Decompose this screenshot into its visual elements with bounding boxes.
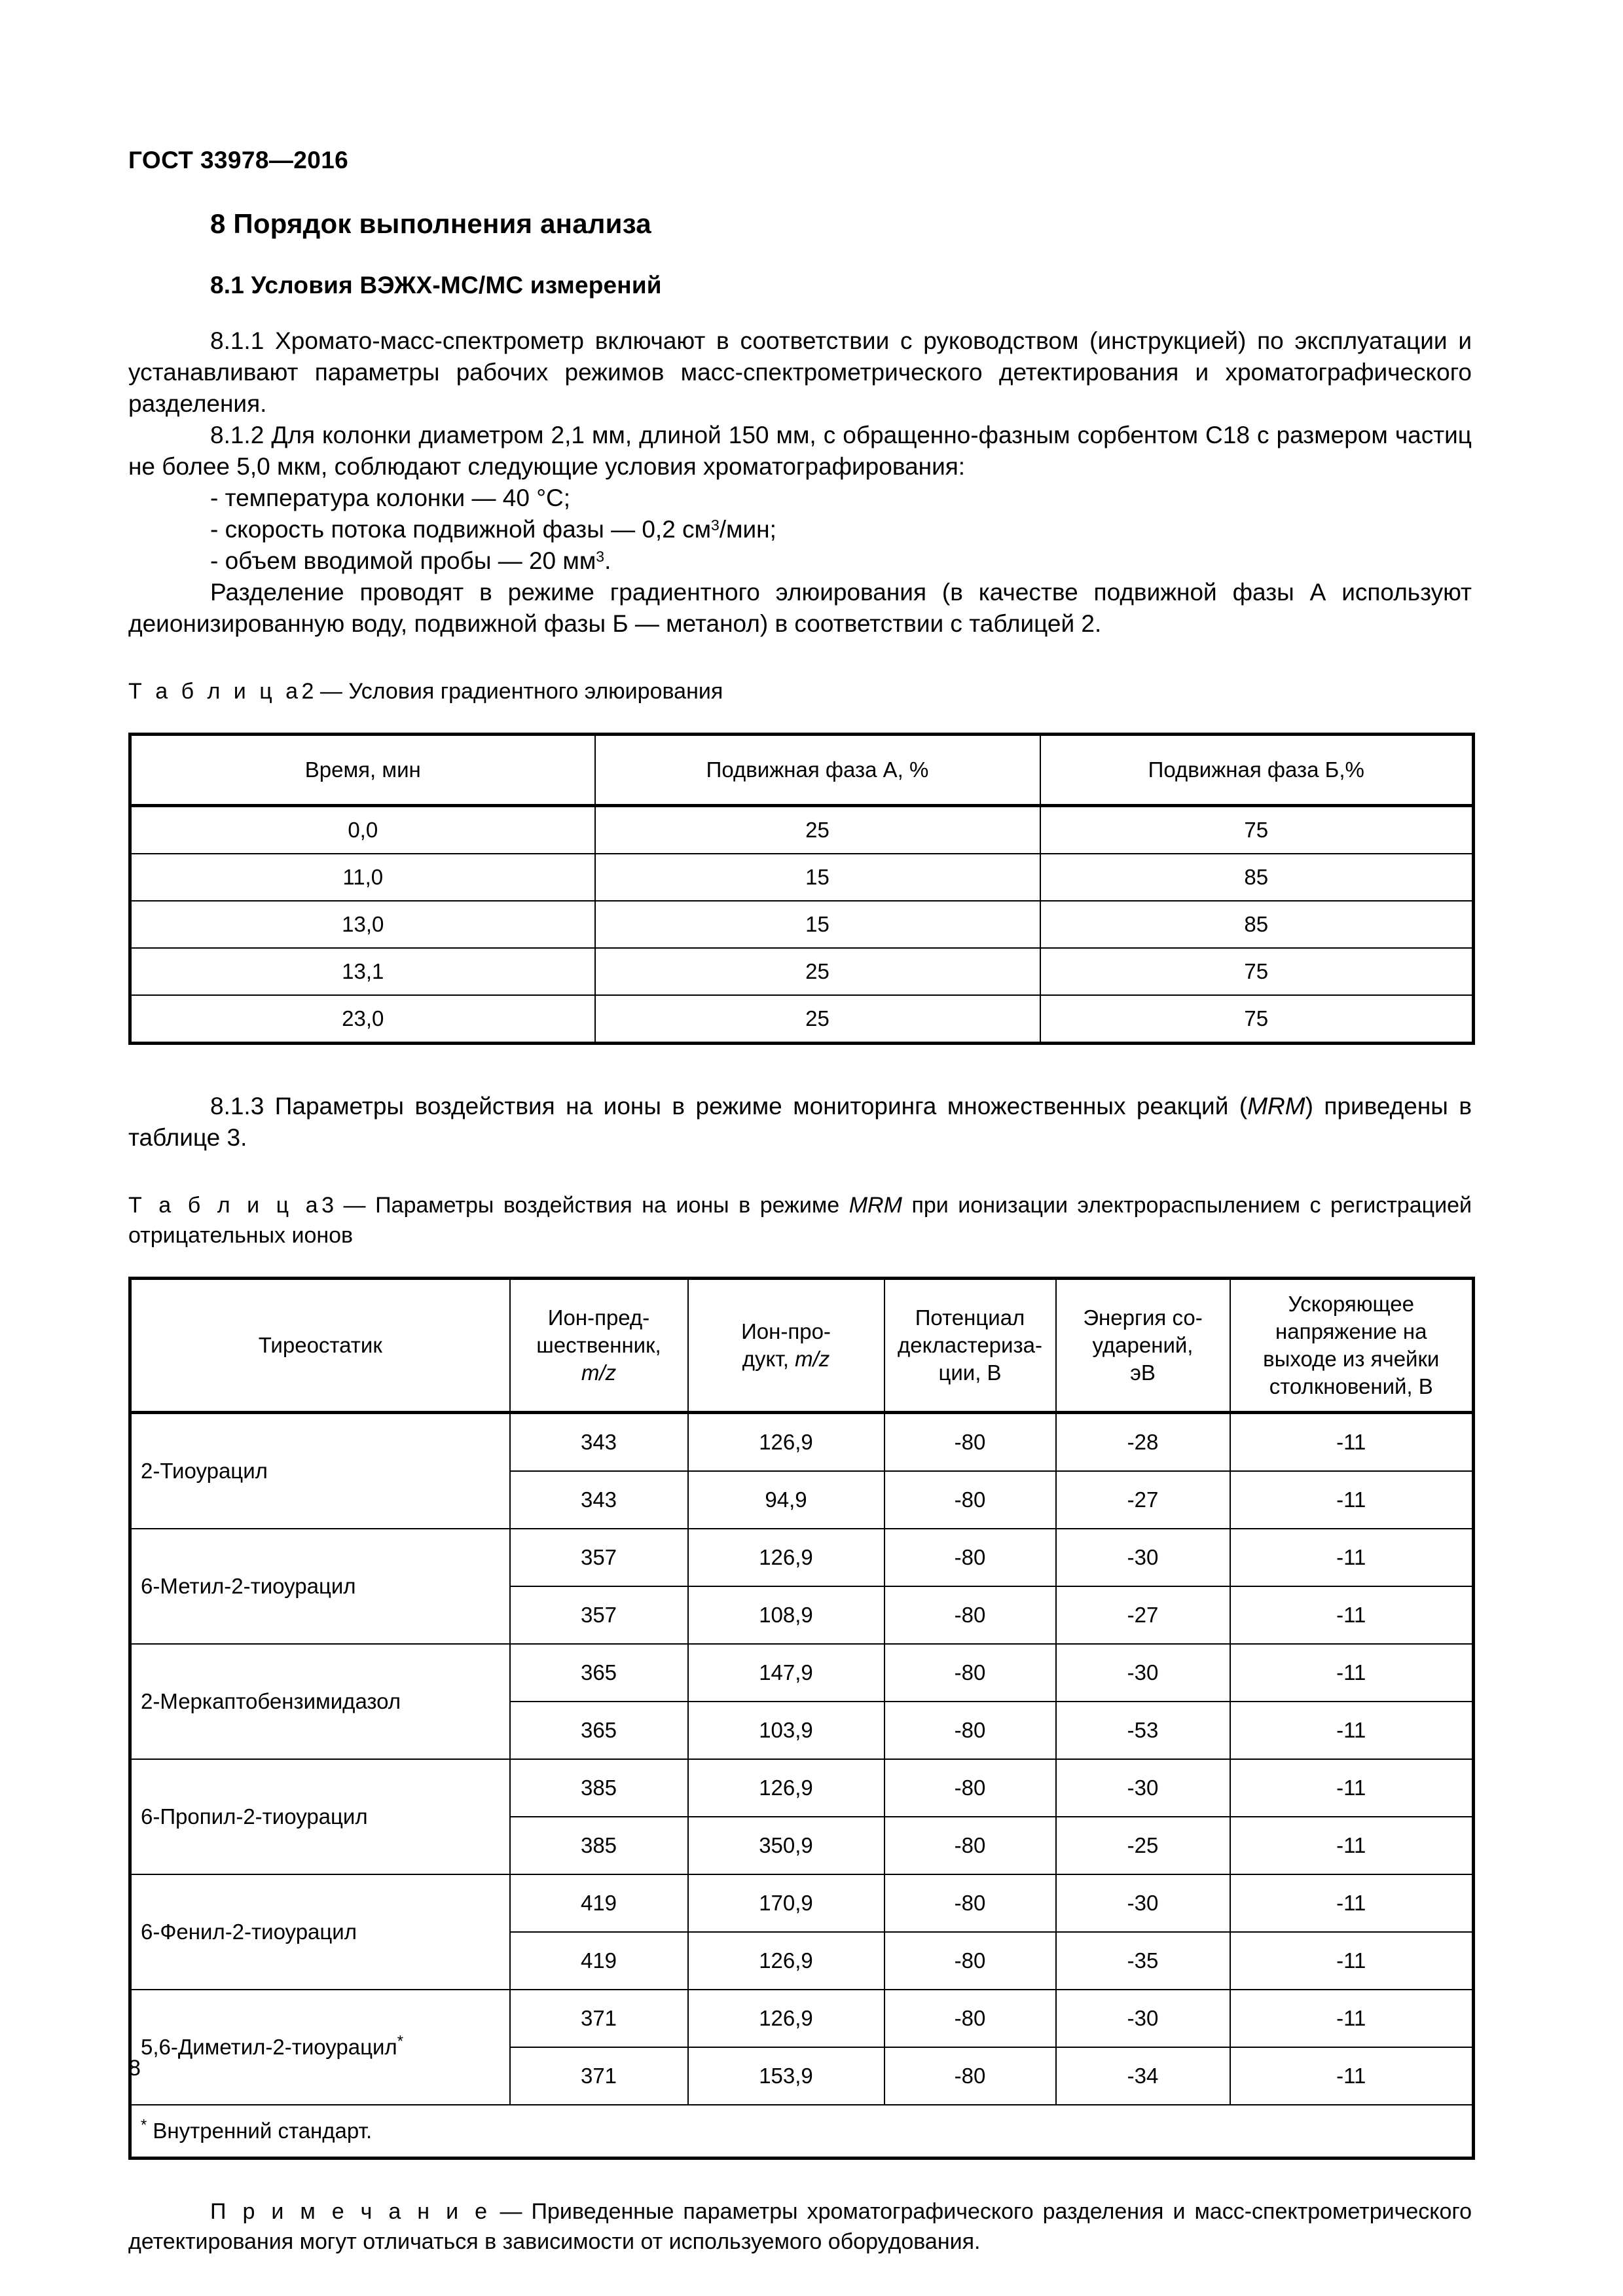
table-row <box>130 1529 1474 1586</box>
cell-phase-b: 75 <box>1040 806 1474 854</box>
column-header-declustering-potential <box>884 1279 1056 1413</box>
superscript-cubic: 3 <box>596 548 605 565</box>
spacer <box>128 1045 1472 1091</box>
cell-product: 126,9 <box>688 1759 884 1817</box>
cell-phase-b: 85 <box>1040 854 1474 901</box>
header-line: Потенциал <box>915 1305 1025 1330</box>
column-header-phase-b: Подвижная фаза Б,% <box>1040 735 1474 806</box>
cell-declustering: -80 <box>884 2047 1056 2105</box>
spacer <box>128 1250 1472 1277</box>
chromatography-conditions-list <box>128 483 1472 577</box>
cell-time: 23,0 <box>130 995 595 1044</box>
header-line: шественник, <box>536 1333 661 1357</box>
cell-analyte-label: 5,6-Диметил-2-тиоурацил <box>141 2035 397 2059</box>
table-2-caption <box>128 676 1472 706</box>
cell-exit: -11 <box>1230 1529 1474 1586</box>
header-line: напряжение на <box>1275 1319 1427 1343</box>
paragraph-8-1-2 <box>128 420 1472 483</box>
paragraph-gradient-elution-text: Разделение проводят в режиме градиентного элюирования (в качестве подвижной фазы А используют деионизированную воду, подвижной фазы Б — метанол) в соответствии с таблицей 2. <box>128 579 1472 637</box>
table-3-caption-text-after: при ионизации электрораспылением с регистрацией отрицательных ионов <box>128 1193 1472 1248</box>
table-2-caption-dash: — <box>314 679 349 704</box>
cell-time: 0,0 <box>130 806 595 854</box>
table-row <box>130 1759 1474 1817</box>
footnote-marker: * <box>141 2116 147 2134</box>
paragraph-8-1-1 <box>128 325 1472 420</box>
paragraph-8-1-3-text-before: 8.1.3 Параметры воздействия на ионы в режиме мониторинга множественных реакций ( <box>210 1093 1248 1120</box>
header-line: Энергия со- <box>1083 1305 1203 1330</box>
cell-collision: -30 <box>1056 1759 1230 1817</box>
cell-precursor: 385 <box>510 1759 688 1817</box>
table-footnote <box>130 2105 1474 2159</box>
cell-exit: -11 <box>1230 1586 1474 1644</box>
header-line: Тиреостатик <box>258 1333 382 1357</box>
column-header-collision-energy <box>1056 1279 1230 1413</box>
page-number: 8 <box>128 2056 141 2081</box>
cell-declustering: -80 <box>884 1990 1056 2047</box>
cell-analyte: 6-Пропил-2-тиоурацил <box>130 1759 510 1874</box>
table-row <box>130 854 1474 901</box>
cell-product: 94,9 <box>688 1471 884 1529</box>
cell-product: 126,9 <box>688 1529 884 1586</box>
table-gradient-elution-conditions <box>128 733 1475 1045</box>
cell-precursor: 385 <box>510 1817 688 1874</box>
cell-exit: -11 <box>1230 1759 1474 1817</box>
cell-product: 147,9 <box>688 1644 884 1702</box>
cell-precursor: 365 <box>510 1644 688 1702</box>
column-header-cell-exit-potential <box>1230 1279 1474 1413</box>
paragraph-8-1-1-text: 8.1.1 Хромато-масс-спектрометр включают в соответствии с руководством (инструкцией) по эксплуатации и устанавливают параметры рабочих режимов масс-спектрометрического детектирования и хроматографического разделения. <box>128 327 1472 417</box>
list-item <box>128 545 1472 577</box>
cell-phase-b: 75 <box>1040 948 1474 995</box>
cell-phase-b: 75 <box>1040 995 1474 1044</box>
table-row <box>130 1874 1474 1932</box>
table-3-caption-number: 3 <box>321 1193 335 1218</box>
cell-product: 350,9 <box>688 1817 884 1874</box>
list-item <box>128 483 1472 514</box>
header-line-mz: m/z <box>581 1360 617 1385</box>
spacer <box>128 640 1472 676</box>
cell-phase-a: 15 <box>595 854 1040 901</box>
spacer <box>128 706 1472 733</box>
condition-flowrate: - скорость потока подвижной фазы — 0,2 см <box>210 516 712 543</box>
table-2-head <box>130 735 1474 806</box>
subsection-title: 8.1 Условия ВЭЖХ-МС/МС измерений <box>210 272 662 299</box>
table-row <box>130 1644 1474 1702</box>
note-label: П р и м е ч а н и е <box>210 2199 491 2224</box>
column-header-thyreostat <box>130 1279 510 1413</box>
note-dash: — <box>490 2199 532 2224</box>
table-row <box>130 995 1474 1044</box>
cell-precursor: 419 <box>510 1874 688 1932</box>
cell-collision: -27 <box>1056 1586 1230 1644</box>
cell-declustering: -80 <box>884 1702 1056 1759</box>
paragraph-8-1-3-text-after: ) приведены в таблице 3. <box>128 1093 1472 1151</box>
table-row <box>130 806 1474 854</box>
cell-collision: -28 <box>1056 1413 1230 1472</box>
cell-time: 13,1 <box>130 948 595 995</box>
spacer <box>128 1154 1472 1190</box>
mrm-abbreviation: MRM <box>1247 1093 1305 1120</box>
cell-analyte: 6-Метил-2-тиоурацил <box>130 1529 510 1644</box>
cell-declustering: -80 <box>884 1932 1056 1990</box>
cell-analyte: 6-Фенил-2-тиоурацил <box>130 1874 510 1990</box>
cell-time: 13,0 <box>130 901 595 948</box>
table-row <box>130 948 1474 995</box>
column-header-product-ion <box>688 1279 884 1413</box>
cell-collision: -53 <box>1056 1702 1230 1759</box>
cell-exit: -11 <box>1230 1471 1474 1529</box>
table-3-caption-text-before: Параметры воздействия на ионы в режиме <box>375 1193 849 1218</box>
cell-declustering: -80 <box>884 1413 1056 1472</box>
cell-product: 153,9 <box>688 2047 884 2105</box>
cell-declustering: -80 <box>884 1817 1056 1874</box>
header-line: ударений, <box>1092 1333 1194 1357</box>
note-text: Приведенные параметры хроматографического разделения и масс-спектрометрического детектирования могут отличаться в зависимости от используемого оборудования. <box>128 2199 1472 2254</box>
table-mrm-ion-parameters <box>128 1277 1475 2160</box>
column-header-precursor-ion <box>510 1279 688 1413</box>
cell-product: 126,9 <box>688 1990 884 2047</box>
cell-precursor: 357 <box>510 1529 688 1586</box>
condition-injection-volume: - объем вводимой пробы — 20 мм <box>210 547 596 574</box>
condition-injection-volume-tail: . <box>604 547 611 574</box>
cell-collision: -30 <box>1056 1529 1230 1586</box>
cell-collision: -27 <box>1056 1471 1230 1529</box>
header-line: дукт, m/z <box>742 1347 830 1371</box>
cell-precursor: 343 <box>510 1471 688 1529</box>
cell-phase-a: 25 <box>595 948 1040 995</box>
header-line: выходе из ячейки <box>1263 1347 1440 1371</box>
paragraph-8-1-2-text: 8.1.2 Для колонки диаметром 2,1 мм, длиной 150 мм, с обращенно-фазным сорбентом С18 с размером частиц не более 5,0 мкм, соблюдают следующие условия хроматографирования: <box>128 422 1472 480</box>
superscript-cubic: 3 <box>711 517 720 534</box>
cell-collision: -25 <box>1056 1817 1230 1874</box>
cell-collision: -30 <box>1056 1644 1230 1702</box>
cell-precursor: 371 <box>510 1990 688 2047</box>
table-row <box>130 901 1474 948</box>
cell-exit: -11 <box>1230 1874 1474 1932</box>
spacer <box>128 2160 1472 2196</box>
cell-collision: -34 <box>1056 2047 1230 2105</box>
cell-collision: -35 <box>1056 1932 1230 1990</box>
paragraph-8-1-3 <box>128 1091 1472 1154</box>
cell-precursor: 357 <box>510 1586 688 1644</box>
cell-exit: -11 <box>1230 2047 1474 2105</box>
cell-product: 126,9 <box>688 1932 884 1990</box>
table-2-body <box>130 806 1474 1044</box>
cell-declustering: -80 <box>884 1471 1056 1529</box>
cell-phase-a: 25 <box>595 995 1040 1044</box>
cell-exit: -11 <box>1230 1817 1474 1874</box>
mrm-abbreviation: MRM <box>848 1193 902 1218</box>
cell-phase-a: 25 <box>595 806 1040 854</box>
cell-analyte: 2-Меркаптобензимидазол <box>130 1644 510 1759</box>
list-item <box>128 514 1472 545</box>
cell-declustering: -80 <box>884 1759 1056 1817</box>
header-line: ции, В <box>938 1360 1002 1385</box>
cell-declustering: -80 <box>884 1529 1056 1586</box>
column-header-phase-a: Подвижная фаза А, % <box>595 735 1040 806</box>
table-row <box>130 1413 1474 1472</box>
condition-flowrate-tail: /мин; <box>719 516 776 543</box>
table-3-caption <box>128 1190 1472 1250</box>
table-2-caption-label: Т а б л и ц а <box>128 679 302 704</box>
cell-precursor: 419 <box>510 1932 688 1990</box>
header-line: Ускоряющее <box>1288 1292 1414 1316</box>
table-2-caption-number: 2 <box>301 679 314 704</box>
footnote-marker: * <box>397 2032 403 2050</box>
cell-collision: -30 <box>1056 1874 1230 1932</box>
condition-temperature: - температура колонки — 40 °С; <box>210 484 571 511</box>
header-line-mz: m/z <box>795 1347 830 1371</box>
cell-analyte: 2-Тиоурацил <box>130 1413 510 1529</box>
cell-declustering: -80 <box>884 1874 1056 1932</box>
cell-phase-b: 85 <box>1040 901 1474 948</box>
table-header-row <box>130 735 1474 806</box>
cell-phase-a: 15 <box>595 901 1040 948</box>
cell-exit: -11 <box>1230 1932 1474 1990</box>
page-content <box>128 208 1472 2257</box>
cell-exit: -11 <box>1230 1990 1474 2047</box>
cell-product: 170,9 <box>688 1874 884 1932</box>
note-block <box>128 2196 1472 2257</box>
table-footnote-text: Внутренний стандарт. <box>147 2119 373 2143</box>
cell-analyte <box>130 1990 510 2105</box>
header-line: столкновений, В <box>1269 1374 1433 1398</box>
cell-product: 103,9 <box>688 1702 884 1759</box>
header-line: декластериза- <box>898 1333 1042 1357</box>
cell-declustering: -80 <box>884 1586 1056 1644</box>
cell-exit: -11 <box>1230 1702 1474 1759</box>
cell-exit: -11 <box>1230 1413 1474 1472</box>
header-line: Ион-про- <box>741 1319 831 1343</box>
table-footnote-row <box>130 2105 1474 2159</box>
table-3-body <box>130 1413 1474 2159</box>
section-title: 8 Порядок выполнения анализа <box>210 208 651 239</box>
cell-time: 11,0 <box>130 854 595 901</box>
header-line: эВ <box>1130 1360 1156 1385</box>
running-head: ГОСТ 33978—2016 <box>128 147 349 173</box>
table-3-caption-label: Т а б л и ц а <box>128 1193 322 1218</box>
table-3-head <box>130 1279 1474 1413</box>
paragraph-gradient-elution <box>128 577 1472 640</box>
table-header-row <box>130 1279 1474 1413</box>
table-row <box>130 1990 1474 2047</box>
table-2-caption-text: Условия градиентного элюирования <box>348 679 723 704</box>
cell-declustering: -80 <box>884 1644 1056 1702</box>
column-header-time: Время, мин <box>130 735 595 806</box>
cell-collision: -30 <box>1056 1990 1230 2047</box>
cell-product: 108,9 <box>688 1586 884 1644</box>
cell-exit: -11 <box>1230 1644 1474 1702</box>
table-3-caption-dash: — <box>334 1193 376 1218</box>
cell-product: 126,9 <box>688 1413 884 1472</box>
cell-precursor: 371 <box>510 2047 688 2105</box>
header-line: Ион-пред- <box>547 1305 650 1330</box>
cell-precursor: 365 <box>510 1702 688 1759</box>
cell-precursor: 343 <box>510 1413 688 1472</box>
